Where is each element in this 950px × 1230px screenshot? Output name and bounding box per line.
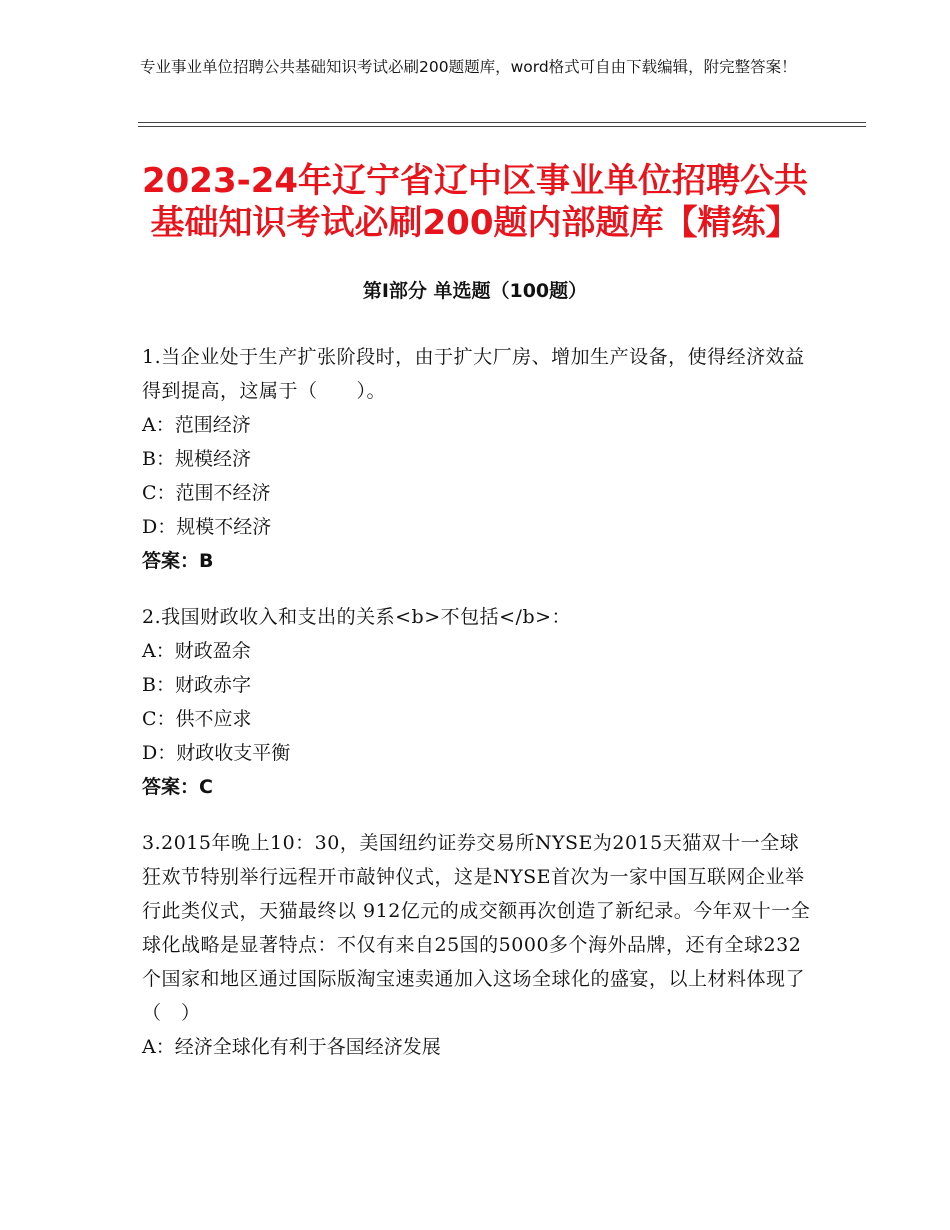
question-1 — [142, 340, 812, 578]
answer-label: 答案：C — [142, 776, 213, 798]
answer-label: 答案：B — [142, 550, 214, 572]
header-divider-secondary — [138, 126, 866, 127]
document-title — [110, 160, 840, 244]
question-stem: 2.我国财政收入和支出的关系<b>不包括</b>： — [142, 606, 572, 628]
option-b: B：财政赤字 — [142, 674, 251, 696]
option-a: A：范围经济 — [142, 414, 251, 436]
question-list — [142, 340, 812, 1086]
option-c: C：范围不经济 — [142, 482, 271, 504]
question-2 — [142, 600, 812, 804]
question-stem: 1.当企业处于生产扩张阶段时，由于扩大厂房、增加生产设备，使得经济效益得到提高，这属于（ ）。 — [142, 346, 805, 402]
section-heading: 第Ⅰ部分 单选题（100题） — [362, 280, 588, 302]
option-a: A：财政盈余 — [142, 640, 251, 662]
question-3 — [142, 826, 812, 1064]
question-stem: 3.2015年晚上10：30，美国纽约证券交易所NYSE为2015天猫双十一全球狂欢节特别举行远程开市敲钟仪式，这是NYSE首次为一家中国互联网企业举行此类仪式，天猫最终以 912亿元的成交额再次创造了新纪录。今年双十一全球化战略是显著特点：不仅有来自25国的5000多个海外品牌，还有全球232个国家和地区通过国际版淘宝速卖通加入这场全球化的盛宴，以上材料体现了（ ） — [142, 832, 811, 1024]
option-b: B：规模经济 — [142, 448, 251, 470]
option-c: C：供不应求 — [142, 708, 252, 730]
option-a: A：经济全球化有利于各国经济发展 — [142, 1036, 441, 1058]
header-note: 专业事业单位招聘公共基础知识考试必刷200题题库，word格式可自由下载编辑，附完整答案！ — [140, 58, 797, 76]
option-d: D：规模不经济 — [142, 516, 272, 538]
document-title-line-2: 基础知识考试必刷200题内部题库【精练】 — [150, 203, 800, 243]
option-d: D：财政收支平衡 — [142, 742, 291, 764]
document-title-line-1: 2023-24年辽宁省辽中区事业单位招聘公共 — [141, 161, 809, 201]
header-divider — [138, 122, 866, 123]
